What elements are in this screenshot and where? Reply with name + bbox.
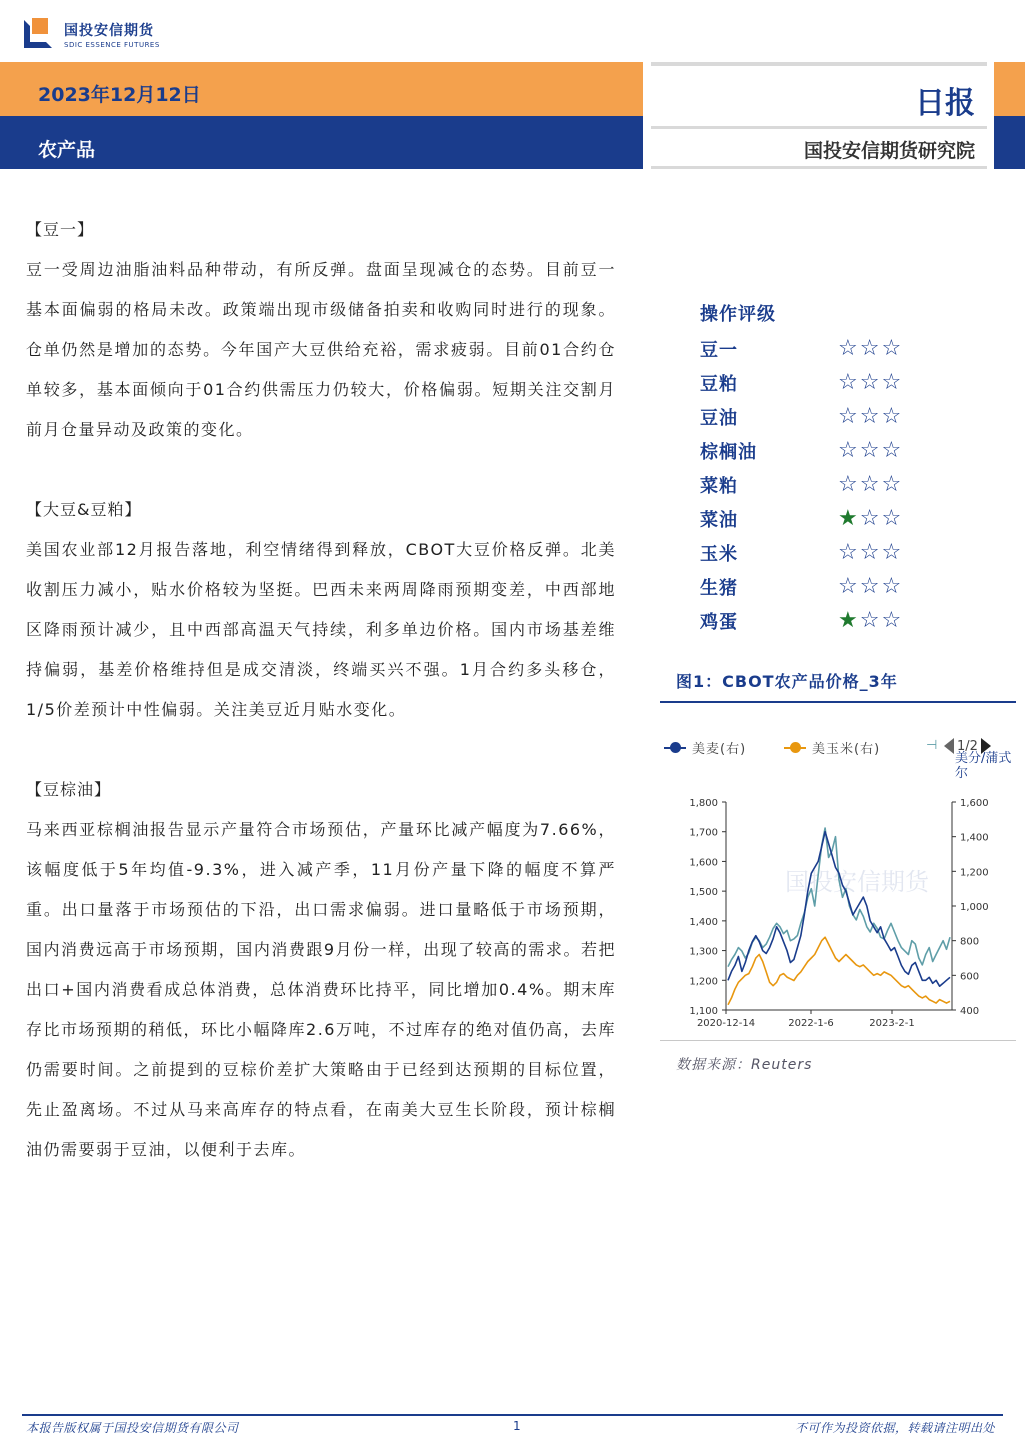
rating-name: 豆油	[700, 408, 738, 429]
figure-title: 图1：CBOT农产品价格_3年	[676, 672, 898, 691]
legend-label: 美麦(右)	[692, 742, 747, 757]
report-date: 2023年12月12日	[38, 84, 201, 106]
star-outline-icon: ☆	[881, 370, 902, 395]
star-outline-icon: ☆	[859, 540, 880, 565]
y-tick-label-right: 1,600	[960, 798, 989, 809]
corner-accent	[994, 116, 1025, 169]
pager-label: 1/2	[957, 738, 978, 754]
series-line-美黄豆	[728, 832, 950, 987]
rating-row	[700, 400, 960, 434]
rating-stars	[838, 610, 901, 632]
rating-row	[700, 604, 960, 638]
y-tick-label-right: 400	[960, 1006, 980, 1017]
report-category: 农产品	[38, 139, 96, 161]
y-tick-label-left: 1,300	[689, 946, 718, 958]
star-outline-icon: ☆	[881, 540, 902, 565]
rating-stars	[838, 406, 901, 428]
figure-rule	[660, 1040, 1016, 1041]
x-tick-label: 2020-12-14	[696, 1018, 756, 1029]
rating-name: 玉米	[700, 544, 738, 565]
star-outline-icon: ☆	[838, 336, 858, 361]
logo-mark-icon	[24, 18, 56, 50]
rating-stars	[838, 542, 901, 564]
divider	[651, 62, 987, 66]
star-outline-icon: ☆	[859, 336, 880, 361]
cbot-price-chart	[670, 790, 1015, 1040]
rating-row	[700, 434, 960, 468]
star-outline-icon: ☆	[838, 404, 858, 429]
y-tick-label-right: 800	[960, 936, 980, 948]
y-tick-label-left: 1,700	[689, 827, 718, 839]
y-tick-label-left: 1,800	[689, 798, 718, 809]
rating-stars	[838, 338, 901, 360]
y-tick-label-right: 1,000	[960, 902, 989, 913]
legend-item-more	[926, 738, 937, 753]
chart-watermark: 国投安信期货	[785, 868, 929, 896]
x-tick-label: 2022-1-6	[788, 1018, 834, 1029]
section-title-oils: 【豆棕油】	[26, 780, 112, 799]
x-tick-label: 2023-2-1	[869, 1018, 915, 1029]
rating-name: 菜粕	[700, 476, 738, 497]
star-outline-icon: ☆	[838, 370, 858, 395]
star-outline-icon: ☆	[881, 574, 902, 599]
rating-stars	[838, 372, 901, 394]
rating-row	[700, 502, 960, 536]
rating-name: 菜油	[700, 510, 738, 531]
legend-more-icon: ⊣	[926, 738, 938, 753]
header-category-band	[0, 116, 643, 169]
star-outline-icon: ☆	[838, 574, 858, 599]
star-outline-icon: ☆	[881, 404, 902, 429]
star-outline-icon: ☆	[838, 540, 858, 565]
footer-disclaimer: 不可作为投资依据，转载请注明出处	[794, 1421, 995, 1435]
y-tick-label-left: 1,500	[689, 887, 718, 899]
star-outline-icon: ☆	[881, 472, 902, 497]
section-title-soybean-meal: 【大豆&豆粕】	[26, 500, 142, 519]
star-outline-icon: ☆	[838, 472, 858, 497]
legend-line-icon	[784, 747, 806, 749]
legend-label: 美玉米(右)	[812, 742, 881, 757]
logo-name-cn: 国投安信期货	[64, 22, 154, 39]
rating-row	[700, 570, 960, 604]
rating-name: 鸡蛋	[700, 612, 738, 633]
y-tick-label-left: 1,400	[689, 916, 718, 928]
footer-copyright: 本报告版权属于国投安信期货有限公司	[26, 1421, 239, 1435]
logo-name-en: SDIC ESSENCE FUTURES	[64, 40, 160, 49]
rating-name: 生猪	[700, 578, 738, 599]
company-logo	[24, 16, 160, 52]
rating-panel	[700, 298, 960, 638]
legend-item-corn[interactable]	[784, 738, 880, 757]
section-title-soybean-one: 【豆一】	[26, 220, 95, 239]
y-tick-label-left: 1,600	[689, 857, 718, 869]
star-outline-icon: ☆	[859, 404, 880, 429]
legend-line-icon	[664, 747, 686, 749]
star-outline-icon: ☆	[881, 608, 902, 633]
page-number: 1	[513, 1419, 521, 1433]
rating-name: 棕榈油	[700, 442, 757, 463]
right-axis-unit: 美分/蒲式尔	[955, 751, 1012, 781]
star-outline-icon: ☆	[859, 574, 880, 599]
section-text-soybean-one: 豆一受周边油脂油料品种带动，有所反弹。盘面呈现减仓的态势。目前豆一基本面偏弱的格局未改。政策端出现市级储备拍卖和收购同时进行的现象。仓单仍然是增加的态势。今年国产大豆供给充裕，需求疲弱。目前01合约仓单较多，基本面倾向于01合约供需压力仍较大，价格偏弱。短期关注交割月前月仓量异动及政策的变化。	[26, 260, 616, 439]
report-type: 日报	[915, 86, 975, 121]
figure-rule	[660, 701, 1016, 703]
commentary-column	[26, 210, 616, 1170]
data-source: 数据来源：Reuters	[676, 1057, 813, 1073]
y-tick-label-left: 1,100	[689, 1006, 718, 1017]
y-tick-label-left: 1,200	[689, 976, 718, 988]
rating-name: 豆粕	[700, 374, 738, 395]
rating-row	[700, 536, 960, 570]
rating-row	[700, 366, 960, 400]
star-outline-icon: ☆	[881, 336, 902, 361]
divider	[651, 166, 987, 169]
section-text-soybean-meal: 美国农业部12月报告落地，利空情绪得到释放，CBOT大豆价格反弹。北美收割压力减小，贴水价格较为坚挺。巴西未来两周降雨预期变差，中西部地区降雨预计减少，且中西部高温天气持续，利多单边价格。国内市场基差维持偏弱，基差价格维持但是成交清淡，终端买兴不强。1月合约多头移仓，1/5价差预计中性偏弱。关注美豆近月贴水变化。	[26, 540, 616, 719]
corner-accent	[994, 62, 1025, 116]
footer-rule	[22, 1414, 1003, 1416]
y-tick-label-right: 600	[960, 971, 980, 983]
pager-prev-icon[interactable]	[944, 738, 954, 754]
star-outline-icon: ☆	[859, 370, 880, 395]
star-outline-icon: ☆	[859, 506, 880, 531]
star-outline-icon: ☆	[881, 438, 902, 463]
rating-stars	[838, 440, 901, 462]
star-outline-icon: ☆	[859, 472, 880, 497]
rating-title: 操作评级	[700, 304, 776, 325]
legend-item-wheat[interactable]	[664, 738, 746, 757]
star-filled-icon: ★	[838, 608, 858, 633]
y-tick-label-right: 1,200	[960, 867, 989, 879]
star-outline-icon: ☆	[881, 506, 902, 531]
star-outline-icon: ☆	[838, 438, 858, 463]
star-outline-icon: ☆	[859, 608, 880, 633]
rating-row	[700, 468, 960, 502]
rating-stars	[838, 474, 901, 496]
rating-stars	[838, 508, 901, 530]
rating-name: 豆一	[700, 340, 738, 361]
rating-stars	[838, 576, 901, 598]
institute-name: 国投安信期货研究院	[803, 140, 975, 162]
star-filled-icon: ★	[838, 506, 858, 531]
y-tick-label-right: 1,400	[960, 832, 989, 844]
section-text-oils: 马来西亚棕榈油报告显示产量符合市场预估，产量环比减产幅度为7.66%，该幅度低于5年均值-9.3%，进入减产季，11月份产量下降的幅度不算严重。出口量落于市场预估的下沿，出口需求偏弱。进口量略低于市场预期，国内消费远高于市场预期，国内消费跟9月份一样，出现了较高的需求。若把出口+国内消费看成总体消费，总体消费环比持平，同比增加0.4%。期末库存比市场预期的稍低，环比小幅降库2.6万吨，不过库存的绝对值仍高，去库仍需要时间。之前提到的豆棕价差扩大策略由于已经到达预期的目标位置，先止盈离场。不过从马来高库存的特点看，在南美大豆生长阶段，预计棕榈油仍需要弱于豆油，以便利于去库。	[26, 820, 616, 1159]
star-outline-icon: ☆	[859, 438, 880, 463]
rating-row	[700, 332, 960, 366]
divider	[651, 126, 987, 129]
